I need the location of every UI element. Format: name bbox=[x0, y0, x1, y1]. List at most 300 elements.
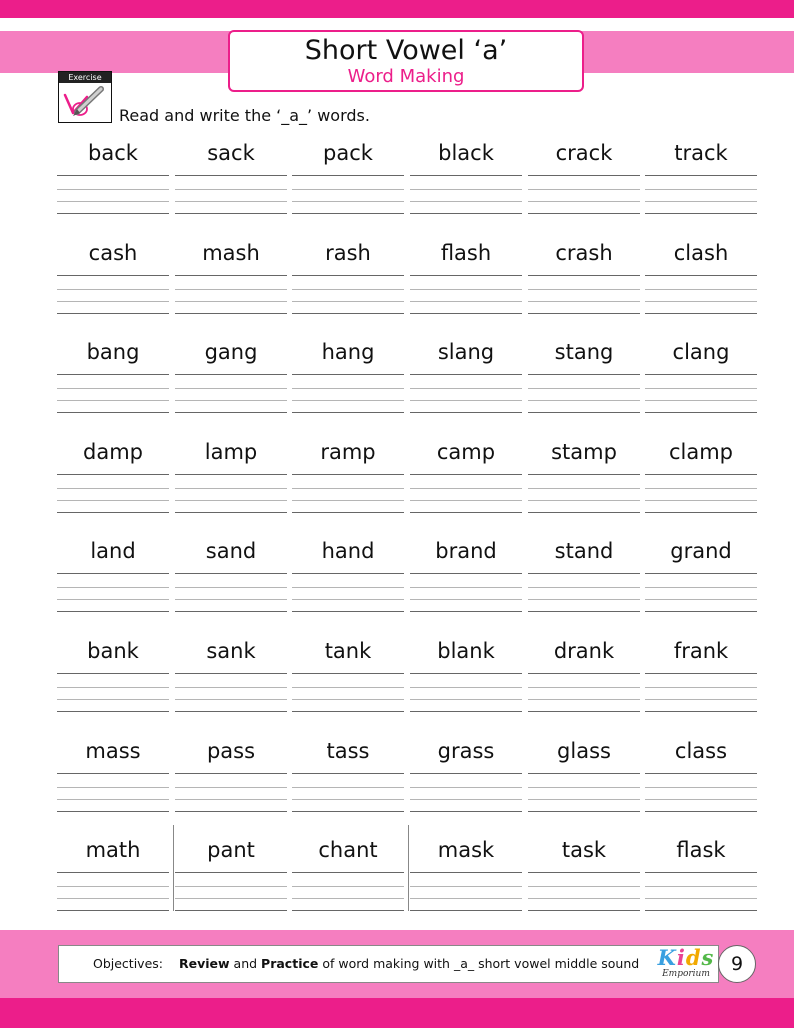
word-text: flask bbox=[676, 838, 726, 863]
writing-line[interactable] bbox=[645, 313, 757, 314]
writing-line[interactable] bbox=[57, 388, 169, 389]
writing-line[interactable] bbox=[528, 799, 640, 800]
writing-line[interactable] bbox=[528, 412, 640, 413]
writing-line[interactable] bbox=[292, 175, 404, 176]
word-text: lamp bbox=[204, 439, 258, 464]
logo-emporium-text: Emporium bbox=[662, 969, 710, 979]
writing-line[interactable] bbox=[528, 189, 640, 190]
word-text: slang bbox=[437, 340, 495, 365]
writing-line[interactable] bbox=[645, 787, 757, 788]
word-text: rash bbox=[325, 240, 371, 265]
writing-line[interactable] bbox=[410, 275, 522, 276]
writing-line[interactable] bbox=[292, 587, 404, 588]
word-cell bbox=[292, 132, 404, 218]
writing-line[interactable] bbox=[645, 587, 757, 588]
word-cell bbox=[645, 730, 757, 816]
writing-line[interactable] bbox=[528, 687, 640, 688]
writing-line[interactable] bbox=[410, 289, 522, 290]
word-text: blank bbox=[437, 638, 495, 663]
writing-line[interactable] bbox=[645, 898, 757, 899]
writing-line[interactable] bbox=[410, 388, 522, 389]
word-cell bbox=[410, 730, 522, 816]
writing-line[interactable] bbox=[645, 474, 757, 475]
writing-line[interactable] bbox=[645, 573, 757, 574]
writing-line[interactable] bbox=[57, 811, 169, 812]
writing-line[interactable] bbox=[175, 611, 287, 612]
writing-line[interactable] bbox=[292, 711, 404, 712]
word-cell bbox=[175, 431, 287, 517]
writing-line[interactable] bbox=[645, 799, 757, 800]
writing-line[interactable] bbox=[410, 512, 522, 513]
word-text: drank bbox=[553, 638, 615, 663]
word-text: crack bbox=[555, 141, 613, 165]
writing-line[interactable] bbox=[645, 412, 757, 413]
word-cell bbox=[57, 132, 169, 218]
writing-line[interactable] bbox=[528, 388, 640, 389]
word-text: bang bbox=[86, 340, 140, 365]
writing-line[interactable] bbox=[175, 673, 287, 674]
writing-line[interactable] bbox=[528, 711, 640, 712]
writing-line[interactable] bbox=[57, 400, 169, 401]
word-text: sand bbox=[205, 539, 257, 564]
writing-line[interactable] bbox=[292, 388, 404, 389]
word-text: sank bbox=[206, 638, 256, 663]
writing-line[interactable] bbox=[57, 573, 169, 574]
writing-line[interactable] bbox=[57, 611, 169, 612]
writing-line[interactable] bbox=[528, 275, 640, 276]
writing-line[interactable] bbox=[57, 773, 169, 774]
word-cell bbox=[528, 630, 640, 716]
word-text: tass bbox=[326, 738, 370, 763]
writing-line[interactable] bbox=[645, 673, 757, 674]
writing-line[interactable] bbox=[57, 587, 169, 588]
word-text: task bbox=[561, 838, 607, 863]
word-cell bbox=[528, 730, 640, 816]
writing-line[interactable] bbox=[175, 400, 287, 401]
writing-line[interactable] bbox=[292, 412, 404, 413]
writing-line[interactable] bbox=[645, 872, 757, 873]
word-cell bbox=[292, 431, 404, 517]
writing-line[interactable] bbox=[175, 275, 287, 276]
writing-line[interactable] bbox=[292, 213, 404, 214]
instruction-text: Read and write the ‘_a_’ words. bbox=[119, 106, 370, 125]
writing-line[interactable] bbox=[645, 289, 757, 290]
writing-line[interactable] bbox=[175, 687, 287, 688]
writing-line[interactable] bbox=[57, 711, 169, 712]
word-cell bbox=[175, 132, 287, 218]
writing-line[interactable] bbox=[175, 787, 287, 788]
writing-line[interactable] bbox=[292, 275, 404, 276]
writing-line[interactable] bbox=[528, 673, 640, 674]
word-cell bbox=[528, 331, 640, 417]
writing-line[interactable] bbox=[410, 910, 522, 911]
word-text: tank bbox=[324, 638, 372, 663]
writing-line[interactable] bbox=[645, 275, 757, 276]
word-cell bbox=[410, 630, 522, 716]
objectives-rest: of word making with _a_ short vowel middle sound bbox=[322, 956, 640, 971]
writing-line[interactable] bbox=[57, 412, 169, 413]
writing-line[interactable] bbox=[410, 374, 522, 375]
writing-line[interactable] bbox=[528, 201, 640, 202]
word-text: mask bbox=[437, 838, 495, 863]
word-cell bbox=[175, 331, 287, 417]
writing-line[interactable] bbox=[292, 687, 404, 688]
word-text: ramp bbox=[320, 439, 376, 464]
writing-line[interactable] bbox=[175, 910, 287, 911]
writing-line[interactable] bbox=[410, 301, 522, 302]
word-text: black bbox=[438, 141, 494, 165]
objectives-text bbox=[93, 956, 639, 972]
word-cell bbox=[410, 829, 522, 915]
writing-line[interactable] bbox=[175, 773, 287, 774]
writing-line[interactable] bbox=[645, 189, 757, 190]
word-row bbox=[57, 730, 759, 830]
writing-line[interactable] bbox=[175, 699, 287, 700]
writing-line[interactable] bbox=[57, 189, 169, 190]
word-text: sack bbox=[207, 141, 255, 165]
writing-line[interactable] bbox=[528, 500, 640, 501]
writing-line[interactable] bbox=[528, 512, 640, 513]
writing-line[interactable] bbox=[645, 175, 757, 176]
word-text: brand bbox=[435, 539, 497, 564]
writing-line[interactable] bbox=[528, 699, 640, 700]
column-divider bbox=[173, 825, 174, 911]
writing-line[interactable] bbox=[57, 500, 169, 501]
writing-line[interactable] bbox=[528, 374, 640, 375]
writing-line[interactable] bbox=[175, 872, 287, 873]
writing-line[interactable] bbox=[645, 400, 757, 401]
writing-line[interactable] bbox=[410, 189, 522, 190]
exercise-label: Exercise bbox=[59, 72, 111, 83]
word-cell bbox=[57, 730, 169, 816]
writing-line[interactable] bbox=[57, 910, 169, 911]
writing-line[interactable] bbox=[528, 773, 640, 774]
writing-line[interactable] bbox=[645, 374, 757, 375]
word-cell bbox=[528, 530, 640, 616]
word-text: stand bbox=[554, 539, 614, 564]
writing-line[interactable] bbox=[292, 898, 404, 899]
writing-line[interactable] bbox=[645, 773, 757, 774]
writing-line[interactable] bbox=[175, 512, 287, 513]
writing-line[interactable] bbox=[57, 213, 169, 214]
writing-line[interactable] bbox=[410, 799, 522, 800]
writing-line[interactable] bbox=[175, 201, 287, 202]
writing-line[interactable] bbox=[292, 400, 404, 401]
writing-line[interactable] bbox=[645, 886, 757, 887]
writing-line[interactable] bbox=[528, 474, 640, 475]
writing-line[interactable] bbox=[410, 687, 522, 688]
word-text: bank bbox=[87, 638, 139, 663]
word-cell bbox=[175, 730, 287, 816]
objectives-practice: Practice bbox=[261, 956, 319, 971]
word-cell bbox=[645, 132, 757, 218]
writing-line[interactable] bbox=[175, 711, 287, 712]
column-divider bbox=[408, 825, 409, 911]
writing-line[interactable] bbox=[528, 910, 640, 911]
word-row bbox=[57, 630, 759, 730]
writing-line[interactable] bbox=[292, 886, 404, 887]
writing-line[interactable] bbox=[175, 587, 287, 588]
writing-line[interactable] bbox=[645, 699, 757, 700]
writing-line[interactable] bbox=[645, 512, 757, 513]
exercise-badge bbox=[58, 71, 112, 123]
word-text: camp bbox=[436, 439, 496, 464]
word-text: cash bbox=[88, 240, 138, 265]
word-text: back bbox=[88, 141, 138, 165]
writing-line[interactable] bbox=[528, 886, 640, 887]
writing-line[interactable] bbox=[57, 787, 169, 788]
word-text: stamp bbox=[551, 439, 617, 464]
writing-line[interactable] bbox=[175, 175, 287, 176]
word-cell bbox=[175, 630, 287, 716]
writing-line[interactable] bbox=[292, 573, 404, 574]
writing-line[interactable] bbox=[528, 301, 640, 302]
writing-line[interactable] bbox=[410, 474, 522, 475]
writing-line[interactable] bbox=[410, 711, 522, 712]
writing-line[interactable] bbox=[57, 474, 169, 475]
word-cell bbox=[528, 132, 640, 218]
writing-line[interactable] bbox=[528, 787, 640, 788]
word-text: hand bbox=[321, 539, 375, 564]
writing-line[interactable] bbox=[528, 289, 640, 290]
word-text: clamp bbox=[668, 439, 734, 464]
word-cell bbox=[528, 431, 640, 517]
writing-line[interactable] bbox=[175, 811, 287, 812]
writing-line[interactable] bbox=[410, 773, 522, 774]
writing-line[interactable] bbox=[175, 374, 287, 375]
word-cell bbox=[645, 630, 757, 716]
word-text: glass bbox=[557, 738, 611, 763]
writing-line[interactable] bbox=[57, 599, 169, 600]
writing-line[interactable] bbox=[57, 175, 169, 176]
writing-line[interactable] bbox=[57, 872, 169, 873]
writing-line[interactable] bbox=[410, 201, 522, 202]
writing-line[interactable] bbox=[292, 201, 404, 202]
word-cell bbox=[645, 431, 757, 517]
logo-kids-text: Kids bbox=[657, 945, 715, 970]
word-text: pant bbox=[207, 838, 255, 863]
writing-line[interactable] bbox=[292, 811, 404, 812]
writing-line[interactable] bbox=[645, 388, 757, 389]
writing-line[interactable] bbox=[57, 512, 169, 513]
writing-line[interactable] bbox=[410, 587, 522, 588]
writing-line[interactable] bbox=[57, 313, 169, 314]
writing-line[interactable] bbox=[292, 512, 404, 513]
writing-line[interactable] bbox=[57, 289, 169, 290]
word-cell bbox=[645, 331, 757, 417]
writing-line[interactable] bbox=[645, 910, 757, 911]
writing-line[interactable] bbox=[175, 388, 287, 389]
writing-line[interactable] bbox=[57, 374, 169, 375]
word-cell bbox=[410, 431, 522, 517]
word-cell bbox=[292, 829, 404, 915]
writing-line[interactable] bbox=[645, 687, 757, 688]
pencil-check-icon bbox=[59, 83, 111, 122]
writing-line[interactable] bbox=[175, 213, 287, 214]
word-cell bbox=[175, 232, 287, 318]
writing-line[interactable] bbox=[175, 189, 287, 190]
writing-line[interactable] bbox=[528, 313, 640, 314]
writing-line[interactable] bbox=[292, 611, 404, 612]
title-box bbox=[228, 30, 584, 92]
writing-line[interactable] bbox=[292, 313, 404, 314]
writing-line[interactable] bbox=[528, 400, 640, 401]
writing-line[interactable] bbox=[528, 872, 640, 873]
word-row bbox=[57, 431, 759, 531]
writing-line[interactable] bbox=[57, 886, 169, 887]
word-text: track bbox=[674, 141, 728, 165]
writing-line[interactable] bbox=[645, 488, 757, 489]
writing-line[interactable] bbox=[410, 573, 522, 574]
writing-line[interactable] bbox=[410, 175, 522, 176]
writing-line[interactable] bbox=[292, 799, 404, 800]
word-text: clang bbox=[672, 340, 730, 365]
word-cell bbox=[292, 232, 404, 318]
objectives-review: Review bbox=[178, 956, 230, 971]
writing-line[interactable] bbox=[175, 799, 287, 800]
writing-line[interactable] bbox=[175, 301, 287, 302]
writing-line[interactable] bbox=[528, 599, 640, 600]
writing-line[interactable] bbox=[292, 301, 404, 302]
writing-line[interactable] bbox=[175, 599, 287, 600]
kids-emporium-logo bbox=[655, 947, 717, 981]
word-text: mass bbox=[85, 738, 141, 763]
writing-line[interactable] bbox=[292, 872, 404, 873]
word-row bbox=[57, 331, 759, 431]
word-cell bbox=[528, 829, 640, 915]
writing-line[interactable] bbox=[57, 799, 169, 800]
writing-line[interactable] bbox=[645, 711, 757, 712]
word-cell bbox=[57, 331, 169, 417]
word-cell bbox=[292, 530, 404, 616]
page-number: 9 bbox=[718, 945, 756, 983]
writing-line[interactable] bbox=[57, 275, 169, 276]
word-cell bbox=[410, 132, 522, 218]
writing-line[interactable] bbox=[528, 898, 640, 899]
word-text: class bbox=[674, 738, 728, 763]
word-cell bbox=[645, 232, 757, 318]
writing-line[interactable] bbox=[175, 573, 287, 574]
writing-line[interactable] bbox=[528, 811, 640, 812]
word-row bbox=[57, 530, 759, 630]
word-cell bbox=[410, 331, 522, 417]
word-grid bbox=[57, 132, 759, 929]
writing-line[interactable] bbox=[528, 213, 640, 214]
writing-line[interactable] bbox=[528, 611, 640, 612]
writing-line[interactable] bbox=[645, 213, 757, 214]
writing-line[interactable] bbox=[175, 898, 287, 899]
word-text: flash bbox=[440, 240, 492, 265]
writing-line[interactable] bbox=[175, 488, 287, 489]
writing-line[interactable] bbox=[175, 500, 287, 501]
writing-line[interactable] bbox=[292, 474, 404, 475]
writing-line[interactable] bbox=[175, 412, 287, 413]
writing-line[interactable] bbox=[410, 412, 522, 413]
writing-line[interactable] bbox=[410, 699, 522, 700]
writing-line[interactable] bbox=[292, 189, 404, 190]
word-text: gang bbox=[204, 340, 258, 365]
word-text: grand bbox=[670, 539, 732, 564]
word-cell bbox=[645, 829, 757, 915]
writing-line[interactable] bbox=[410, 886, 522, 887]
writing-line[interactable] bbox=[410, 488, 522, 489]
writing-line[interactable] bbox=[528, 488, 640, 489]
writing-line[interactable] bbox=[292, 699, 404, 700]
writing-line[interactable] bbox=[292, 773, 404, 774]
writing-line[interactable] bbox=[57, 673, 169, 674]
writing-line[interactable] bbox=[175, 474, 287, 475]
writing-line[interactable] bbox=[410, 400, 522, 401]
writing-line[interactable] bbox=[410, 611, 522, 612]
word-text: stang bbox=[554, 340, 614, 365]
writing-line[interactable] bbox=[175, 886, 287, 887]
writing-line[interactable] bbox=[57, 687, 169, 688]
top-color-strip bbox=[0, 0, 794, 18]
writing-line[interactable] bbox=[292, 374, 404, 375]
writing-line[interactable] bbox=[645, 811, 757, 812]
writing-line[interactable] bbox=[57, 301, 169, 302]
word-cell bbox=[57, 431, 169, 517]
writing-line[interactable] bbox=[410, 313, 522, 314]
writing-line[interactable] bbox=[57, 699, 169, 700]
writing-line[interactable] bbox=[175, 289, 287, 290]
writing-line[interactable] bbox=[528, 587, 640, 588]
writing-line[interactable] bbox=[410, 898, 522, 899]
word-cell bbox=[645, 530, 757, 616]
objectives-box bbox=[58, 945, 719, 983]
writing-line[interactable] bbox=[292, 910, 404, 911]
word-text: crash bbox=[555, 240, 613, 265]
word-cell bbox=[528, 232, 640, 318]
word-row bbox=[57, 132, 759, 232]
word-row bbox=[57, 232, 759, 332]
writing-line[interactable] bbox=[645, 301, 757, 302]
writing-line[interactable] bbox=[175, 313, 287, 314]
writing-line[interactable] bbox=[645, 201, 757, 202]
writing-line[interactable] bbox=[57, 488, 169, 489]
writing-line[interactable] bbox=[645, 500, 757, 501]
writing-line[interactable] bbox=[528, 573, 640, 574]
writing-line[interactable] bbox=[410, 673, 522, 674]
writing-line[interactable] bbox=[292, 599, 404, 600]
word-cell bbox=[292, 630, 404, 716]
word-text: land bbox=[90, 539, 136, 564]
word-cell bbox=[57, 829, 169, 915]
writing-line[interactable] bbox=[292, 673, 404, 674]
writing-line[interactable] bbox=[410, 599, 522, 600]
word-cell bbox=[57, 630, 169, 716]
writing-line[interactable] bbox=[410, 787, 522, 788]
writing-line[interactable] bbox=[292, 500, 404, 501]
writing-line[interactable] bbox=[645, 599, 757, 600]
writing-line[interactable] bbox=[410, 500, 522, 501]
objectives-label: Objectives: bbox=[93, 956, 163, 971]
page-title: Short Vowel ‘a’ bbox=[304, 35, 508, 66]
writing-line[interactable] bbox=[57, 201, 169, 202]
writing-line[interactable] bbox=[410, 811, 522, 812]
writing-line[interactable] bbox=[410, 213, 522, 214]
writing-line[interactable] bbox=[292, 289, 404, 290]
writing-line[interactable] bbox=[410, 872, 522, 873]
word-cell bbox=[410, 530, 522, 616]
writing-line[interactable] bbox=[528, 175, 640, 176]
writing-line[interactable] bbox=[57, 898, 169, 899]
word-cell bbox=[175, 530, 287, 616]
writing-line[interactable] bbox=[292, 488, 404, 489]
writing-line[interactable] bbox=[645, 611, 757, 612]
objectives-and: and bbox=[233, 956, 258, 971]
writing-line[interactable] bbox=[292, 787, 404, 788]
